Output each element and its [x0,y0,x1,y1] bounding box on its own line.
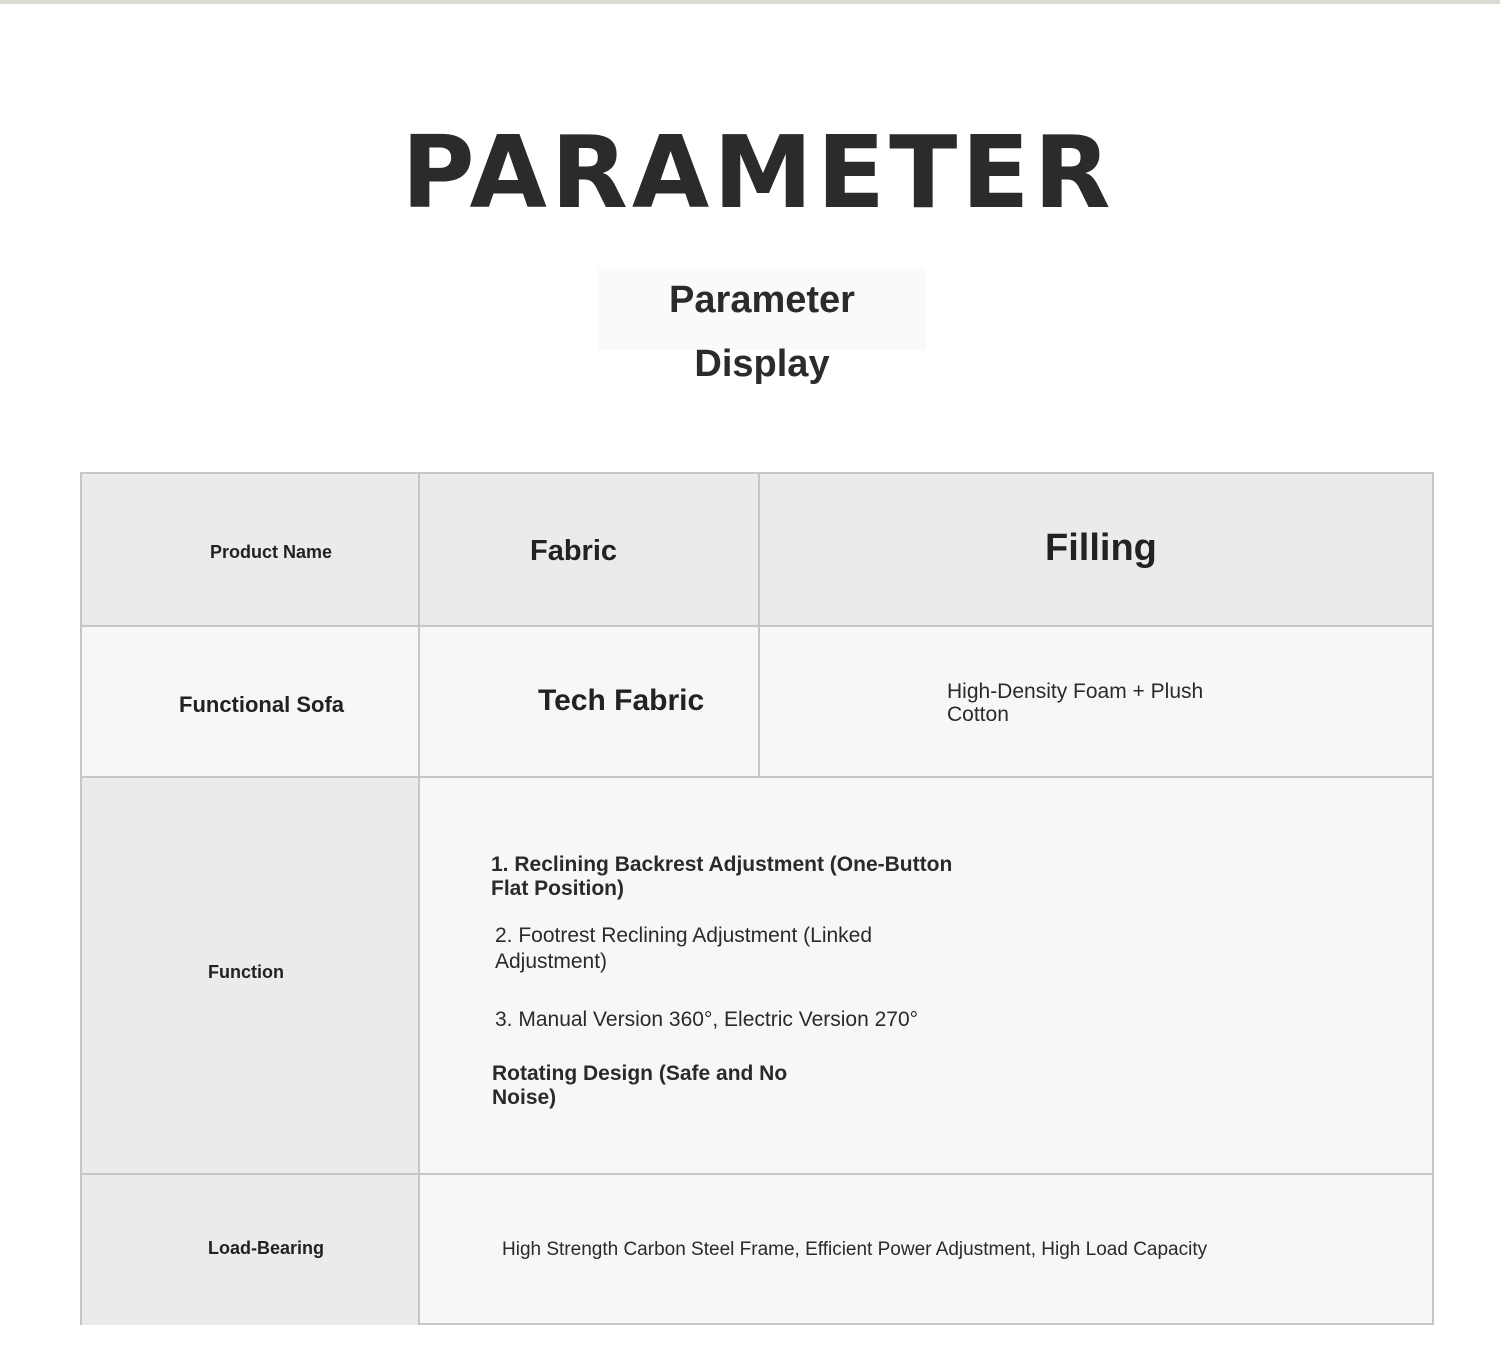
function-item-3: 3. Manual Version 360°, Electric Version 270° [495,1008,919,1031]
function-item-1-line1: 1. Reclining Backrest Adjustment (One-Button [491,853,953,876]
column-divider [758,474,760,776]
column-divider [418,474,420,1325]
load-bearing-value: High Strength Carbon Steel Frame, Efficient Power Adjustment, High Load Capacity [502,1239,1208,1260]
row-divider [82,625,1432,627]
header-product-name: Product Name [210,542,333,562]
top-divider [0,0,1500,4]
function-item-2-line2: Adjustment) [495,950,608,973]
row-divider [82,776,1432,778]
row-divider [82,1173,1432,1175]
page-subtitle: Parameter Display [598,268,926,350]
function-item-4-line1: Rotating Design (Safe and No [492,1062,788,1085]
function-item-4-line2: Noise) [492,1086,557,1109]
page-title: PARAMETER [401,114,1115,231]
header-fabric: Fabric [530,535,618,567]
fabric-value: Tech Fabric [538,684,705,717]
filling-value-line1: High-Density Foam + Plush [947,680,1204,703]
function-label: Function [208,962,284,982]
header-filling: Filling [1045,527,1157,569]
parameter-table [80,472,1434,1325]
function-item-2-line1: 2. Footrest Reclining Adjustment (Linked [495,924,873,947]
product-name-value: Functional Sofa [179,692,344,717]
load-bearing-label: Load-Bearing [208,1238,325,1258]
filling-value-line2: Cotton [947,703,1009,726]
function-item-1-line2: Flat Position) [491,877,624,900]
